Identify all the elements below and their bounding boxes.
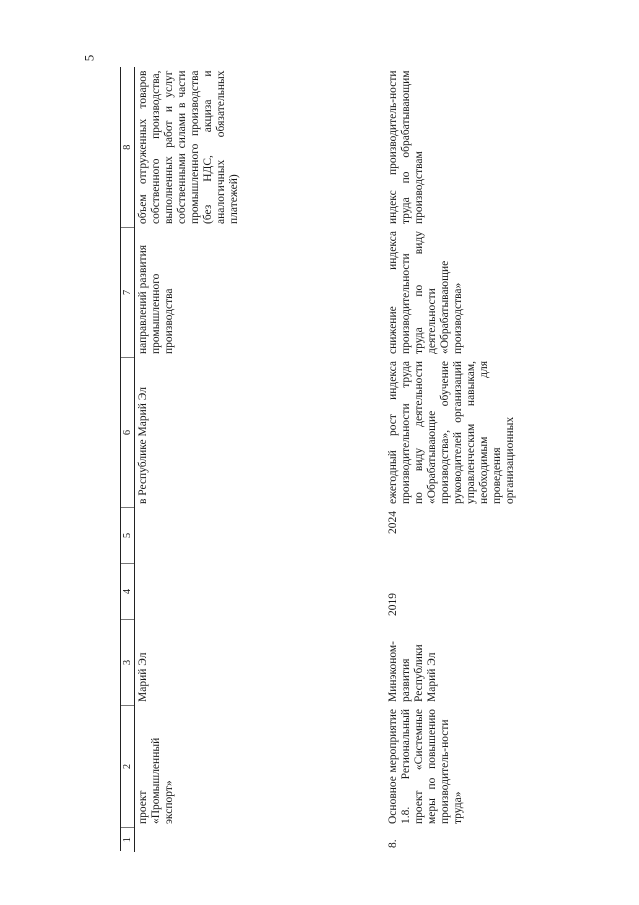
table-cell — [135, 828, 378, 852]
page-number: 5 — [81, 54, 97, 62]
column-header: 5 — [121, 508, 135, 564]
table-row — [135, 68, 378, 852]
table-cell: 2019 — [387, 593, 399, 616]
table-cell: снижение индекса производительности труда по виду деятельности «Обрабатывающие производства» — [387, 231, 464, 354]
column-header: 6 — [121, 358, 135, 508]
measures-table — [120, 68, 519, 853]
table-cell — [135, 508, 378, 564]
column-header: 3 — [121, 620, 135, 706]
table-cell: индекс производитель-ности труда по обрабатывающим производствам — [387, 70, 425, 224]
table-cell — [135, 564, 378, 620]
column-header: 1 — [121, 828, 135, 852]
column-header: 8 — [121, 68, 135, 228]
column-header: 4 — [121, 564, 135, 620]
table-cell: Минэконом-развития Республики Марий Эл — [387, 640, 438, 702]
table-cell: в Республике Марий Эл — [137, 387, 149, 504]
rotated-table-frame — [120, 68, 590, 852]
table-cell: Основное мероприятие 1.8. Региональный проект «Системные меры по повышению производитель-ности труда» — [387, 709, 464, 824]
table-cell: объем отгруженных товаров собственного производства, выполненных работ и услуг собственными силами в части промышленного производства (без НДС, акциза и аналогичных обязательных платежей) — [137, 70, 240, 224]
column-header: 7 — [121, 228, 135, 358]
table-cell: направлений развития промышленного производства — [137, 244, 175, 354]
column-header: 2 — [121, 706, 135, 828]
table-cell: 8. — [387, 839, 399, 848]
table-row — [377, 68, 519, 852]
table-cell: ежегодный рост индекса производительности труда по виду деятельности «Обрабатывающие производства», обучение руководителей организаций управленческим навыкам, необходимым для проведения организационных — [387, 361, 516, 504]
table-cell: 2024 — [387, 511, 399, 534]
table-cell: проект «Промышленный экспорт» — [137, 737, 175, 824]
header-row — [121, 68, 135, 852]
table-cell: Марий Эл — [137, 652, 149, 702]
